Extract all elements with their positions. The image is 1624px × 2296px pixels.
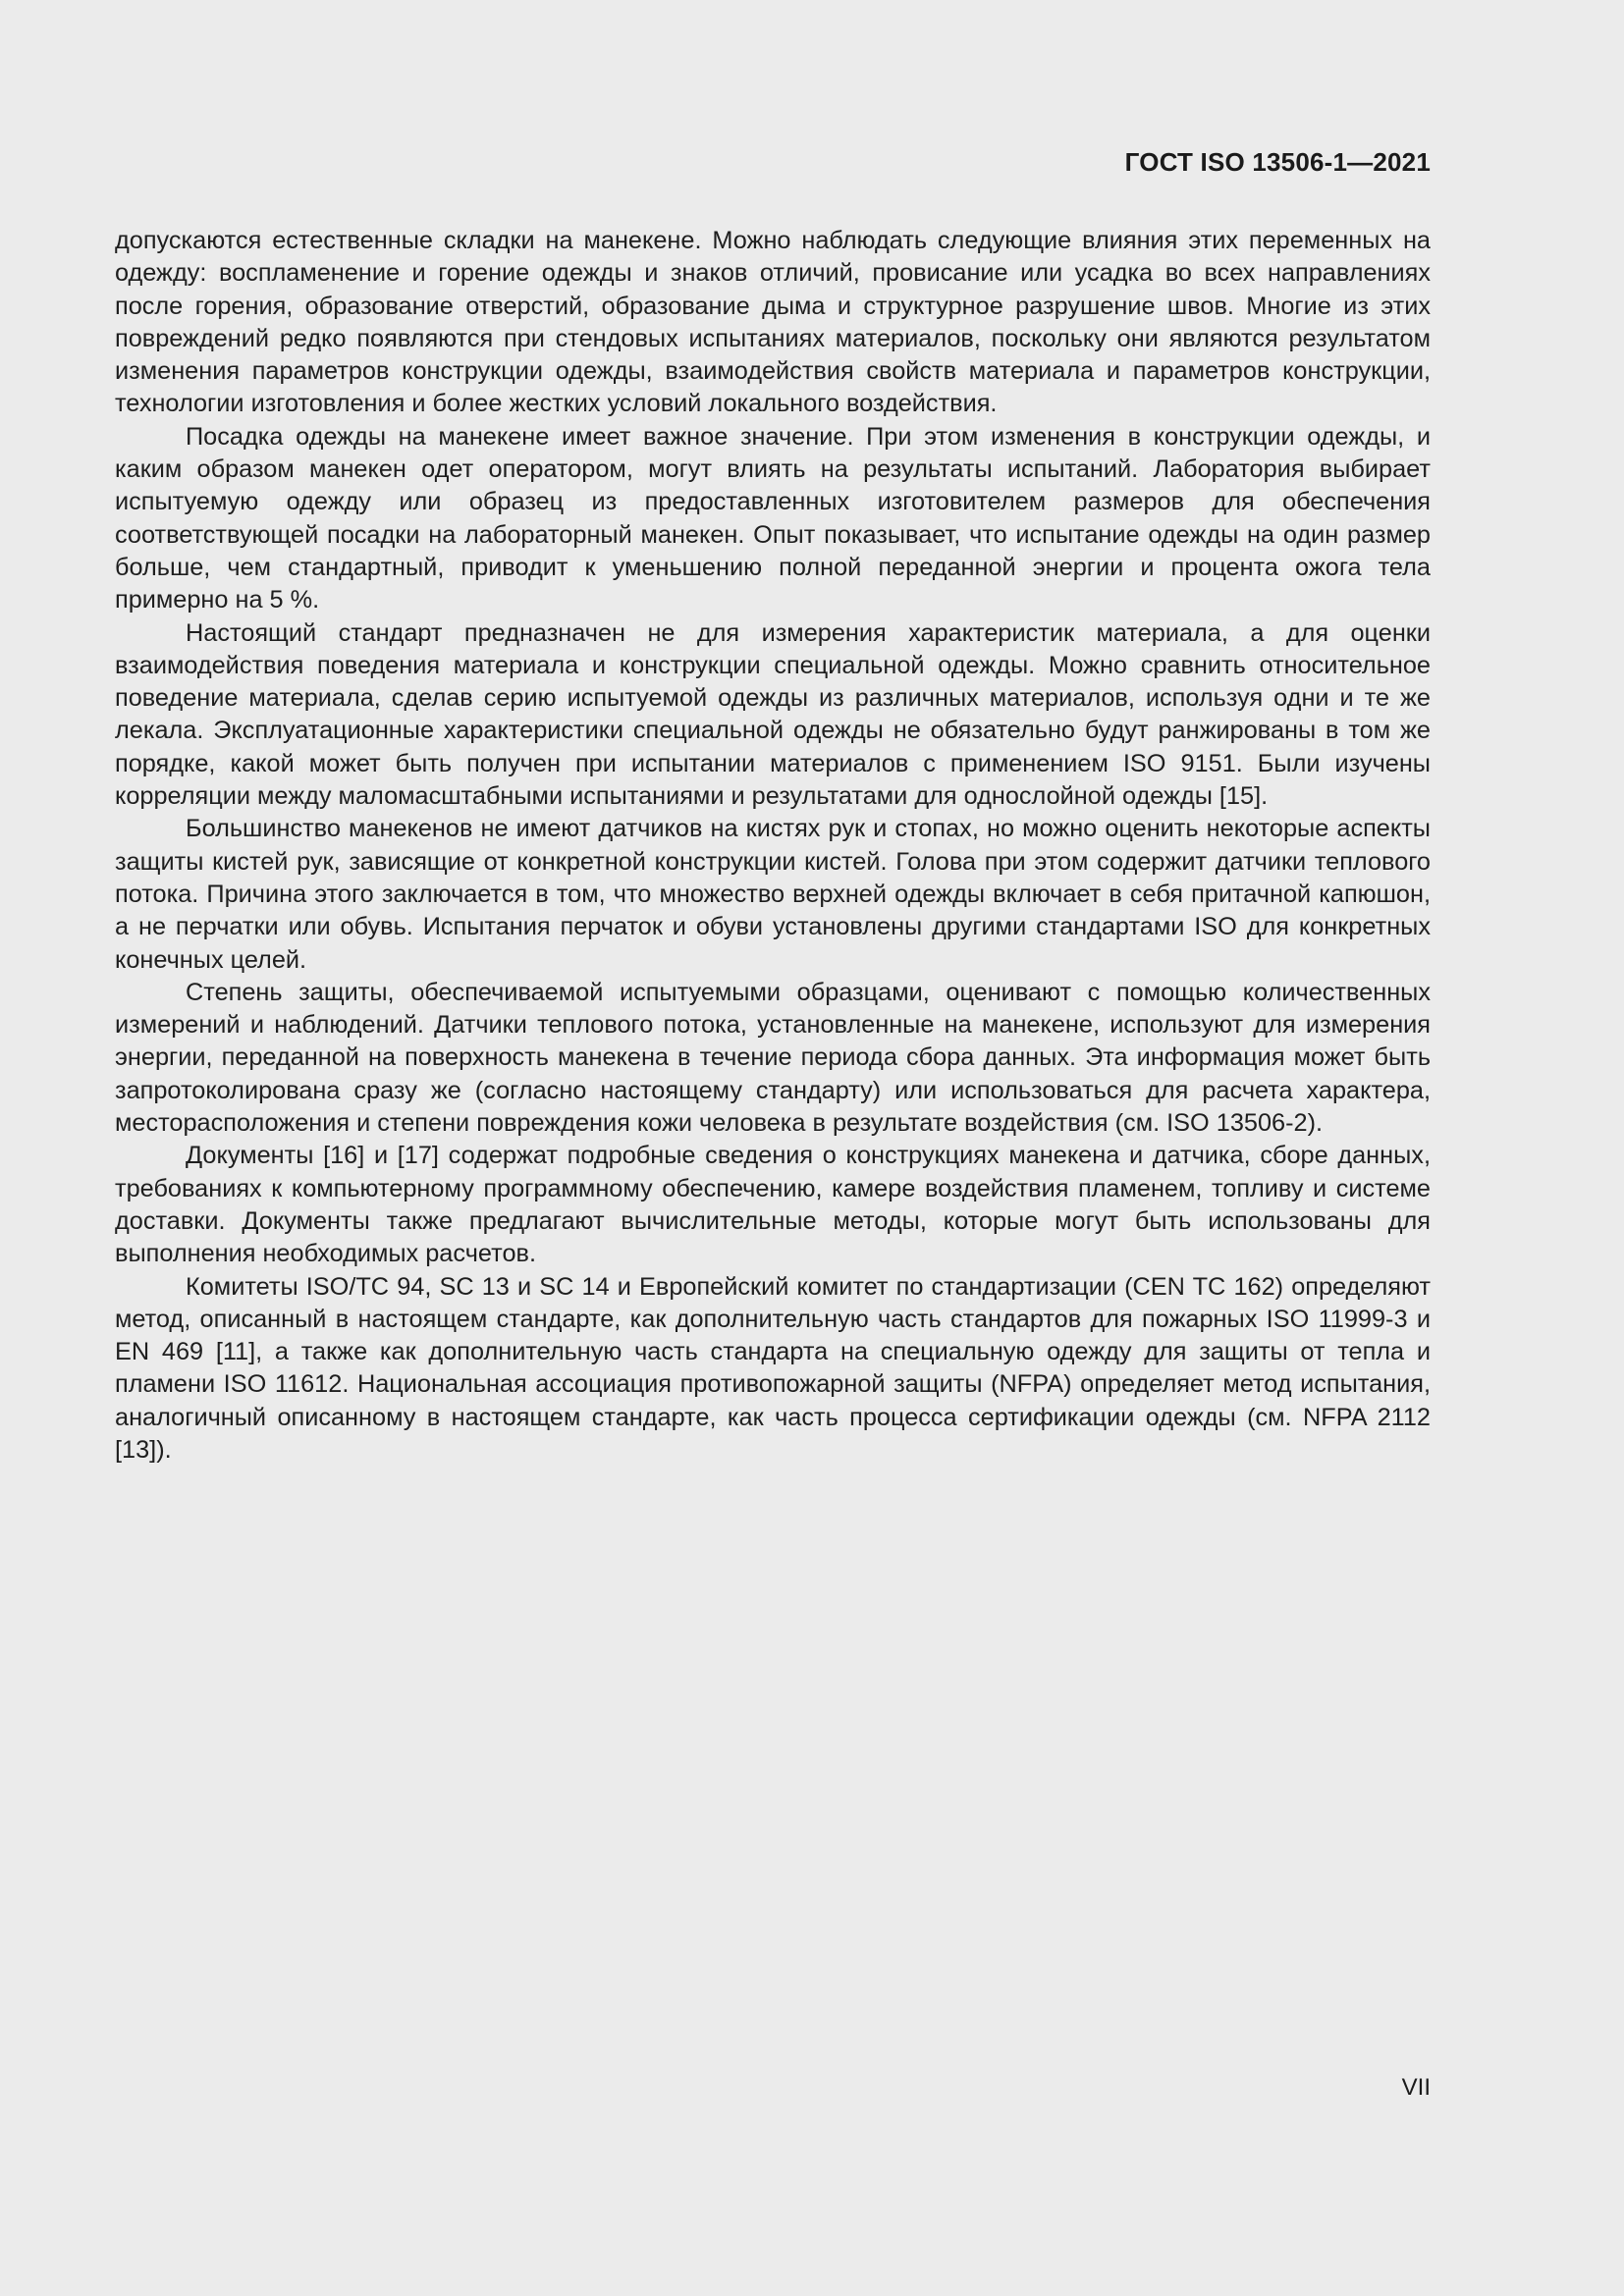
paragraph-2: Посадка одежды на манекене имеет важное значение. При этом изменения в конструкции одежды, и каким образом манекен одет оператором, могут влиять на результаты испытаний. Лаборатория выбирает испытуемую одежду или образец из предоставленных изготовителем размеров для обеспечения соответствующей посадки на лабораторный манекен. Опыт показывает, что испытание одежды на один размер больше, чем стандартный, приводит к уменьшению полной переданной энергии и процента ожога тела примерно на 5 %. bbox=[115, 422, 1431, 614]
paragraph-5: Степень защиты, обеспечиваемой испытуемыми образцами, оценивают с помощью количественных измерений и наблюдений. Датчики теплового потока, установленные на манекене, используют для измерения энергии, переданной на поверхность манекена в течение периода сбора данных. Эта информация может быть запротоколирована сразу же (согласно настоящему стандарту) или использоваться для расчета характера, месторасположения и степени повреждения кожи человека в результате воздействия (см. ISO 13506-2). bbox=[115, 978, 1431, 1138]
paragraph-1: допускаются естественные складки на манекене. Можно наблюдать следующие влияния этих переменных на одежду: воспламенение и горение одежды и знаков отличий, провисание или усадка во всех направлениях после горения, образование отверстий, образование дыма и структурное разрушение швов. Многие из этих повреждений редко появляются при стендовых испытаниях материалов, поскольку они являются результатом изменения параметров конструкции одежды, взаимодействия свойств материала и параметров конструкции, технологии изготовления и более жестких условий локального воздействия. bbox=[115, 227, 1431, 418]
standard-code-header: ГОСТ ISO 13506-1—2021 bbox=[1124, 147, 1431, 177]
paragraph-3: Настоящий стандарт предназначен не для измерения характеристик материала, а для оценки взаимодействия поведения материала и конструкции специальной одежды. Можно сравнить относительное поведение материала, сделав серию испытуемой одежды из различных материалов, используя одни и те же лекала. Эксплуатационные характеристики специальной одежды не обязательно будут ранжированы в том же порядке, какой может быть получен при испытании материалов с применением ISO 9151. Были изучены корреляции между маломасштабными испытаниями и результатами для однослойной одежды [15]. bbox=[115, 618, 1431, 811]
body-text bbox=[115, 225, 1431, 1467]
paragraph-6: Документы [16] и [17] содержат подробные сведения о конструкциях манекена и датчика, сборе данных, требованиях к компьютерному программному обеспечению, камере воздействия пламенем, топливу и системе доставки. Документы также предлагают вычислительные методы, которые могут быть использованы для выполнения необходимых расчетов. bbox=[115, 1142, 1431, 1268]
paragraph-7: Комитеты ISO/TC 94, SC 13 и SC 14 и Европейский комитет по стандартизации (CEN TC 162) определяют метод, описанный в настоящем стандарте, как дополнительную часть стандартов для пожарных ISO 11999-3 и EN 469 [11], а также как дополнительную часть стандарта на специальную одежду для защиты от тепла и пламени ISO 11612. Национальная ассоциация противопожарной защиты (NFPA) определяет метод испытания, аналогичный описанному в настоящем стандарте, как часть процесса сертификации одежды (см. NFPA 2112 [13]). bbox=[115, 1272, 1431, 1464]
paragraph-4: Большинство манекенов не имеют датчиков на кистях рук и стопах, но можно оценить некоторые аспекты защиты кистей рук, зависящие от конкретной конструкции кистей. Голова при этом содержит датчики теплового потока. Причина этого заключается в том, что множество верхней одежды включает в себя притачной капюшон, а не перчатки или обувь. Испытания перчаток и обуви установлены другими стандартами ISO для конкретных конечных целей. bbox=[115, 815, 1431, 974]
page-number: VII bbox=[1401, 2074, 1431, 2101]
